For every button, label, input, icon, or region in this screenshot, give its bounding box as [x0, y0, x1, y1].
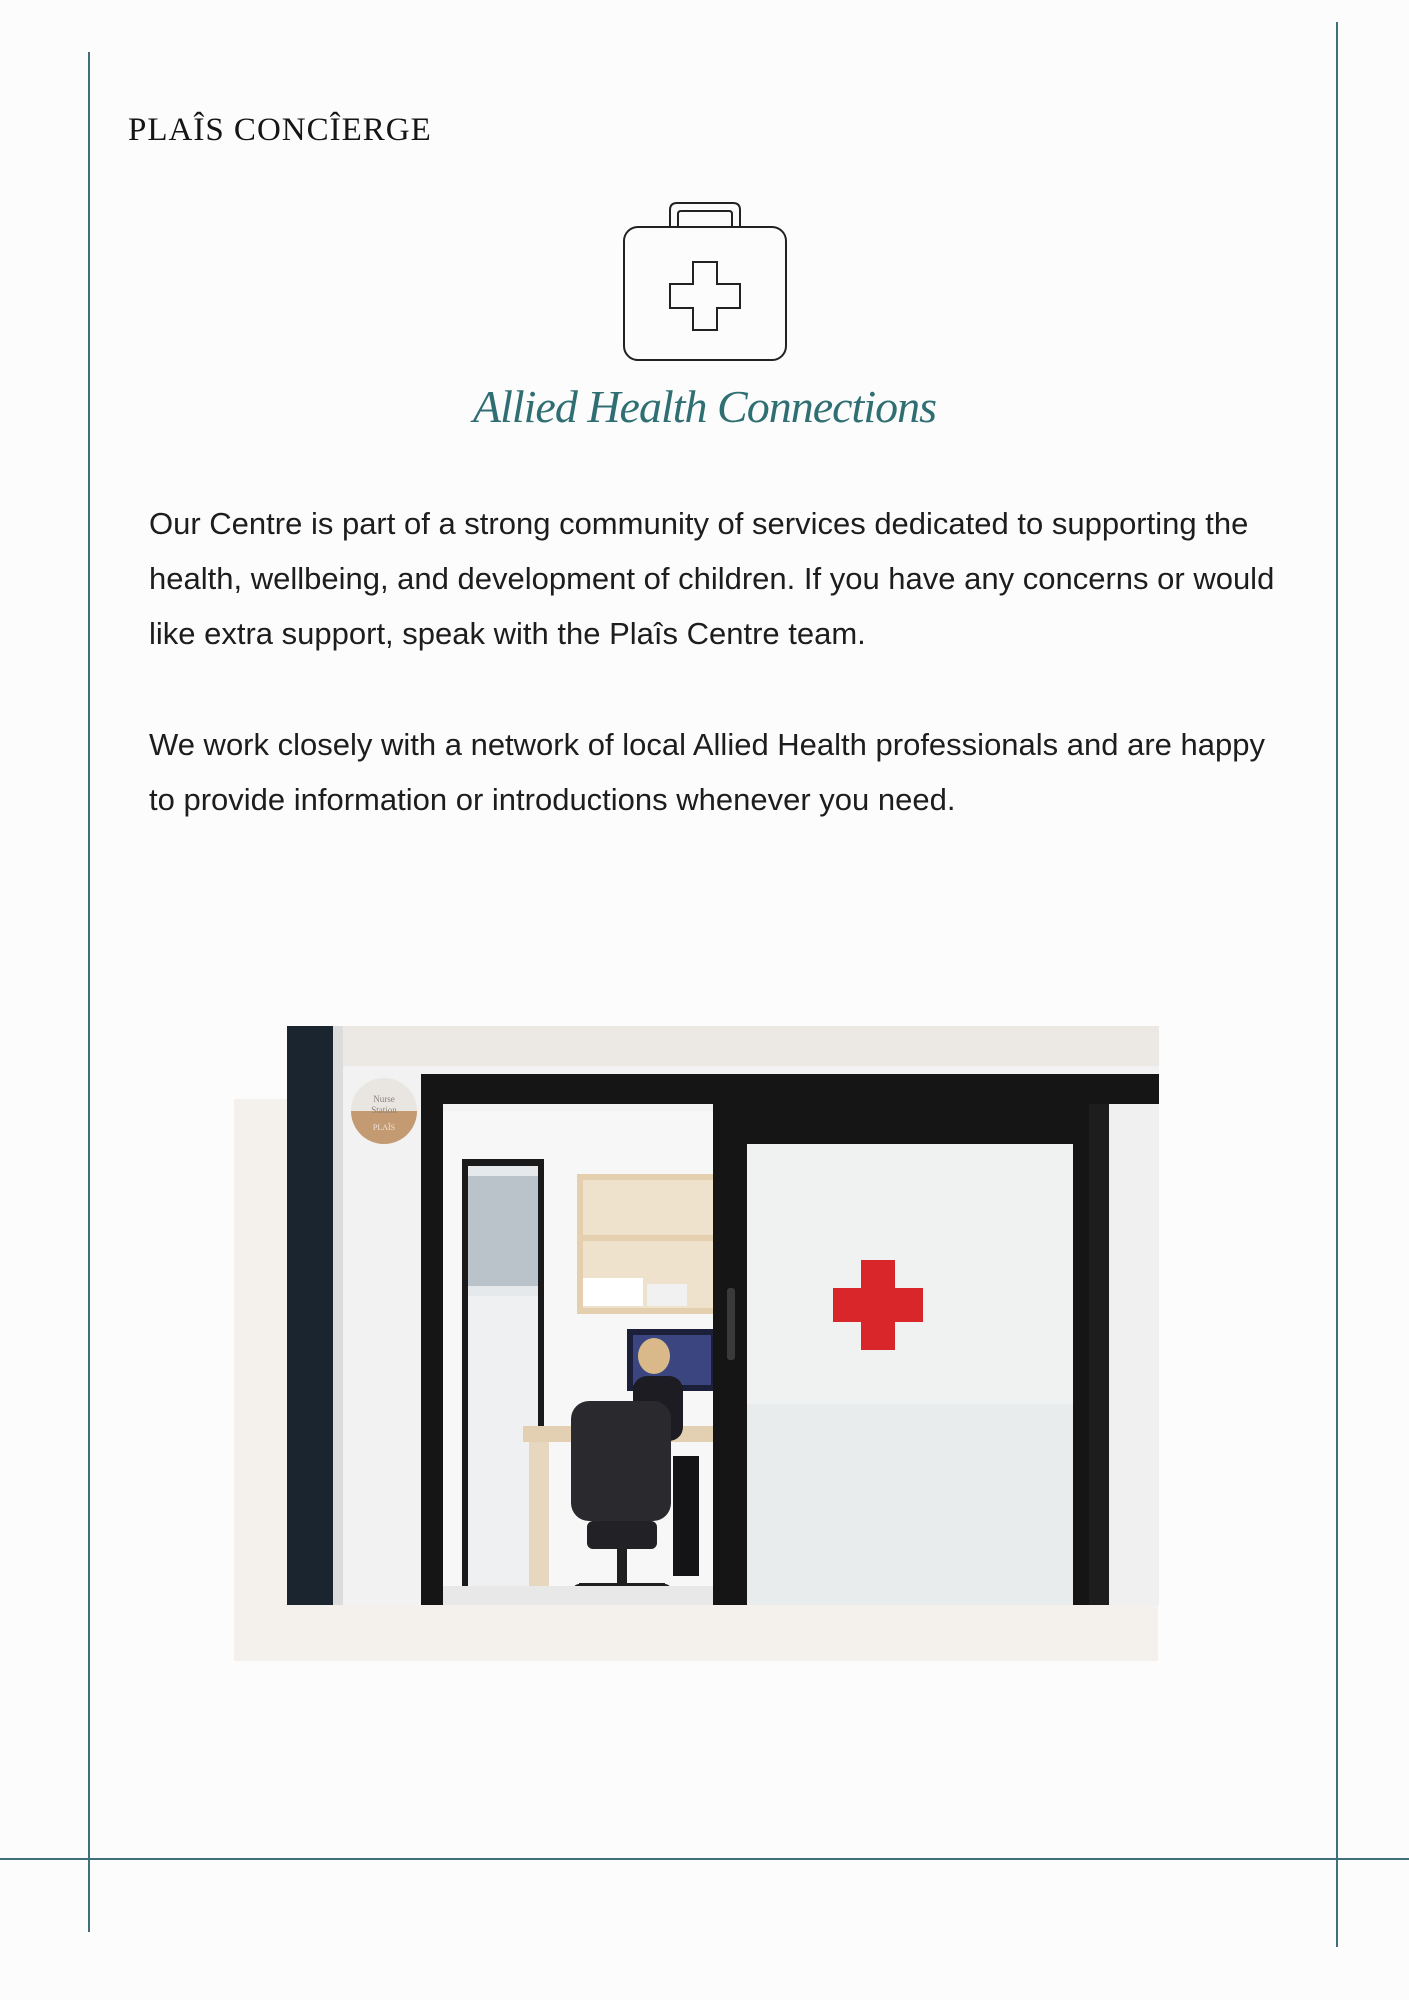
nurse-station-sign — [351, 1078, 417, 1144]
sign-logo: PLAÎS — [372, 1123, 396, 1132]
brand-name: PLAÎS CONCÎERGE — [128, 112, 432, 148]
nurse-station-photo — [287, 1026, 1159, 1605]
svg-text:Station: Station — [371, 1105, 397, 1115]
network-paragraph: We work closely with a network of local Allied Health professionals and are happy to provide information or introductions whenever you need. — [149, 727, 1265, 817]
sign-text: Nurse — [373, 1094, 395, 1104]
first-aid-kit-icon — [620, 200, 790, 364]
right-frame-rule — [1336, 22, 1338, 1947]
section-title: Allied Health Connections — [472, 381, 937, 432]
left-frame-rule — [88, 52, 90, 1932]
intro-paragraph: Our Centre is part of a strong community of services dedicated to supporting the health, wellbeing, and development of children. If you have any concerns or would like extra support, speak with the Plaîs Centre team. — [149, 506, 1275, 651]
bottom-frame-rule — [0, 1858, 1409, 1860]
